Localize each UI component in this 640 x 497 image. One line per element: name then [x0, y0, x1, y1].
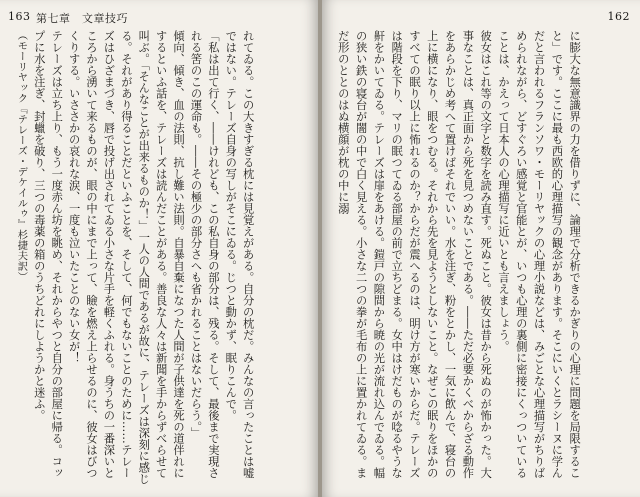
left-body-text: [12, 30, 257, 485]
right-page-number: 162: [607, 10, 630, 23]
left-paragraph: テレーズは立ち上り、もう一度赤ん坊を眺め、それからやつと自分の部屋に帰る。コップに水を注ぎ、封蠟を破り、三つの毒薬の箱のうちどれにしようかと迷ふ。: [32, 30, 64, 479]
right-text-column: [334, 30, 628, 485]
right-paragraph: に膨大な無意識界の力を借りずに、論理で分析できるかぎりの心理に問題を局限すること」です。ここに最も西欧的心理描写の観念があります。そこにいくとラシーヌに学んだと言われるフランソワ・モーリヤックの心理小説などは、みごとな心理描写がちりばめられながら、どすぐろい感覚と官能とが、いつも心理の裏側に密接にくっついていることは、かえって日本人の心理描写に近いとも言えましょう。: [496, 30, 582, 479]
citation: （モーリヤック『テレーズ・デケイルゥ』杉捷夫訳）: [15, 30, 28, 282]
left-text-column: [12, 30, 306, 485]
left-paragraph: 「私は出て行く、――けれども、この私自身の部分は、残る。そして、最後まで実現される筈のこの運命も。――その極少の部分さへも省かれることはないだらう。」: [189, 30, 220, 479]
right-page: [322, 0, 640, 497]
right-paragraph: 彼女はこれ等の文字と数字を読み直す。死ぬこと。彼女は昔から死ぬのが怖かった。大事なことは、真正面から死を見つめないことである。――ただ必要かくべからざる動作をあらかじめ考へて置けばそれでいい。水を注ぎ、粉をとかし、一気に飲んで、寝台の上に横になり、眼をつむる。それから先を見ようとしないこと。なぜこの眠りをほかのすべての眠り以上に怖れるのか？からだが震へるのは、明け方が寒いからだ。テレーズは階段を下り、マリの眠つてゐる部屋の前で立ちどまる。女中はけだものが唸るやうな鼾をかいてゐる。テレーズは扉をあける。鎧戸の隙間から暁の光が流れ込んでゐる。幅の狭い鉄の寝台が闇の中で白く見える。小さな二つの拳が毛布の上に置かれてゐる。まだ形のととのはぬ横顔が枕の中に溺: [336, 30, 493, 479]
left-page-number: 163: [8, 10, 31, 23]
right-body-text: [334, 30, 583, 485]
left-page: [0, 0, 318, 497]
chapter-heading: 第七章 文章技巧: [36, 12, 128, 25]
left-paragraph: れてゐる。この大きすぎる枕には見覚えがある。自分の枕だ。みんなの言ったことは嘘ではない。テレーズ自身の写しがそこにゐる。じつと動かず、眠りこんで。: [224, 30, 255, 479]
left-paragraph: 傾向、傾き、血の法則、抗し難い法則。自暴自棄になつた人間が子供達を死の道伴れにするといふ話を、テレーズは読んだことがある。善良な人々は新聞を手からずべらせて叫ぶ。「そんなことが出来るものか！」一人の人間であるが故に、テレーズは深刻に感じる。それがあり得ることだといふことを、そして、何でもないことのために……テレーズはひざまづき、唇で投げ出されてゐる小さな片手を軽くふれる。身うちの一番深いところから湧いて来るものが、眼の中にまで上って、瞼を燃え上らせるのに、彼女はびつくりする。いささかの哀れな涙、一度も泣いたことのない女が！: [67, 30, 186, 485]
